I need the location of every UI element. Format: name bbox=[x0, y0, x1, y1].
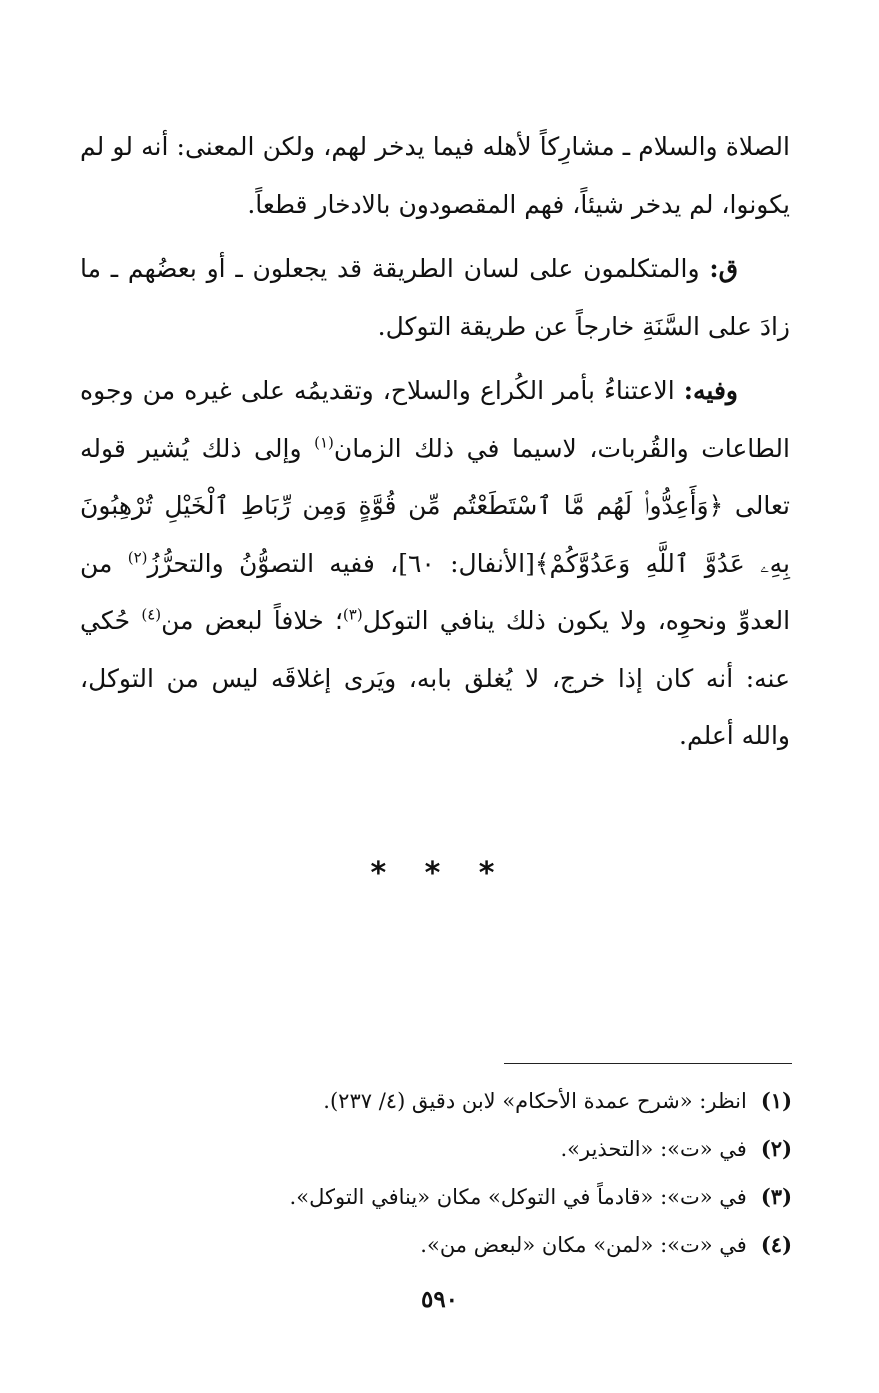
paragraph-text: وإلى ذلك يُشير قوله تعالى bbox=[80, 433, 790, 520]
paragraph-wafihi bbox=[80, 362, 790, 765]
footnote-item bbox=[80, 1125, 792, 1173]
paragraph-continuation bbox=[80, 118, 790, 233]
paragraph-qaf bbox=[80, 240, 790, 355]
footnote-number: (٣) bbox=[760, 1184, 792, 1209]
main-text bbox=[80, 118, 790, 765]
paragraph-lead: وفيه: bbox=[683, 376, 738, 405]
footnote-text: انظر: «شرح عمدة الأحكام» لابن دقيق (٤/ ٢٣٧). bbox=[323, 1089, 747, 1113]
verse-reference: [الأنفال: ٦٠] bbox=[398, 548, 535, 578]
paragraph-text: ؛ خلافاً لبعض من bbox=[161, 606, 343, 635]
footnote-number: (٤) bbox=[760, 1232, 792, 1257]
footnotes bbox=[80, 1077, 792, 1269]
paragraph-lead: ق: bbox=[709, 254, 738, 283]
footnote-text: في «ت»: «التحذير». bbox=[560, 1137, 747, 1161]
footnote-number: (٢) bbox=[760, 1136, 792, 1161]
paragraph-text: الاعتناءُ بأمر الكُراع والسلاح، وتقديمُه على غيره من وجوه الطاعات والقُربات، لاسيما في ذلك الزمان bbox=[80, 376, 790, 463]
footnote-marker-2[interactable]: (٢) bbox=[127, 548, 148, 567]
footnote-text: في «ت»: «لمن» مكان «لبعض من». bbox=[420, 1233, 747, 1257]
footnote-divider bbox=[504, 1063, 792, 1064]
footnote-number: (١) bbox=[760, 1088, 792, 1113]
quran-verse: ﴿وَأَعِدُّوا۟ لَهُم مَّا ٱسْتَطَعْتُم مِّن قُوَّةٍ وَمِن رِّبَاطِ ٱلْخَيْلِ تُرْهِبُونَ بِهِۦ عَدُوَّ ٱللَّهِ وَعَدُوَّكُمْ﴾ bbox=[80, 491, 790, 578]
paragraph-text: والمتكلمون على لسان الطريقة قد يجعلون ـ أو بعضُهم ـ ما زادَ على السَّنَةِ خارجاً عن طريقة التوكل. bbox=[80, 254, 790, 341]
footnote-marker-1[interactable]: (١) bbox=[314, 433, 334, 452]
paragraph-text: ، ففيه التصوُّنُ والتحرُّزُ bbox=[147, 548, 399, 578]
footnote-text: في «ت»: «قادماً في التوكل» مكان «ينافي التوكل». bbox=[289, 1185, 747, 1209]
footnote-item bbox=[80, 1221, 792, 1269]
footnote-item bbox=[80, 1077, 792, 1125]
paragraph-text: من العدوِّ ونحوِه، ولا يكون ذلك ينافي التوكل bbox=[80, 548, 791, 635]
paragraph-text: حُكي عنه: أنه كان إذا خرج، لا يُغلق بابه، ويَرى إغلاقَه ليس من التوكل، والله أعلم. bbox=[80, 606, 790, 750]
footnote-item bbox=[80, 1173, 792, 1221]
section-separator: * * * bbox=[370, 856, 509, 891]
page-number: ٥٩٠ bbox=[420, 1286, 459, 1313]
footnote-marker-4[interactable]: (٤) bbox=[141, 605, 162, 624]
paragraph-text: الصلاة والسلام ـ مشارِكاً لأهله فيما يدخر لهم، ولكن المعنى: أنه لو لم يكونوا، لم يدخر شيئاً، فهم المقصودون بالادخار قطعاً. bbox=[80, 132, 790, 219]
footnote-marker-3[interactable]: (٣) bbox=[342, 605, 363, 624]
